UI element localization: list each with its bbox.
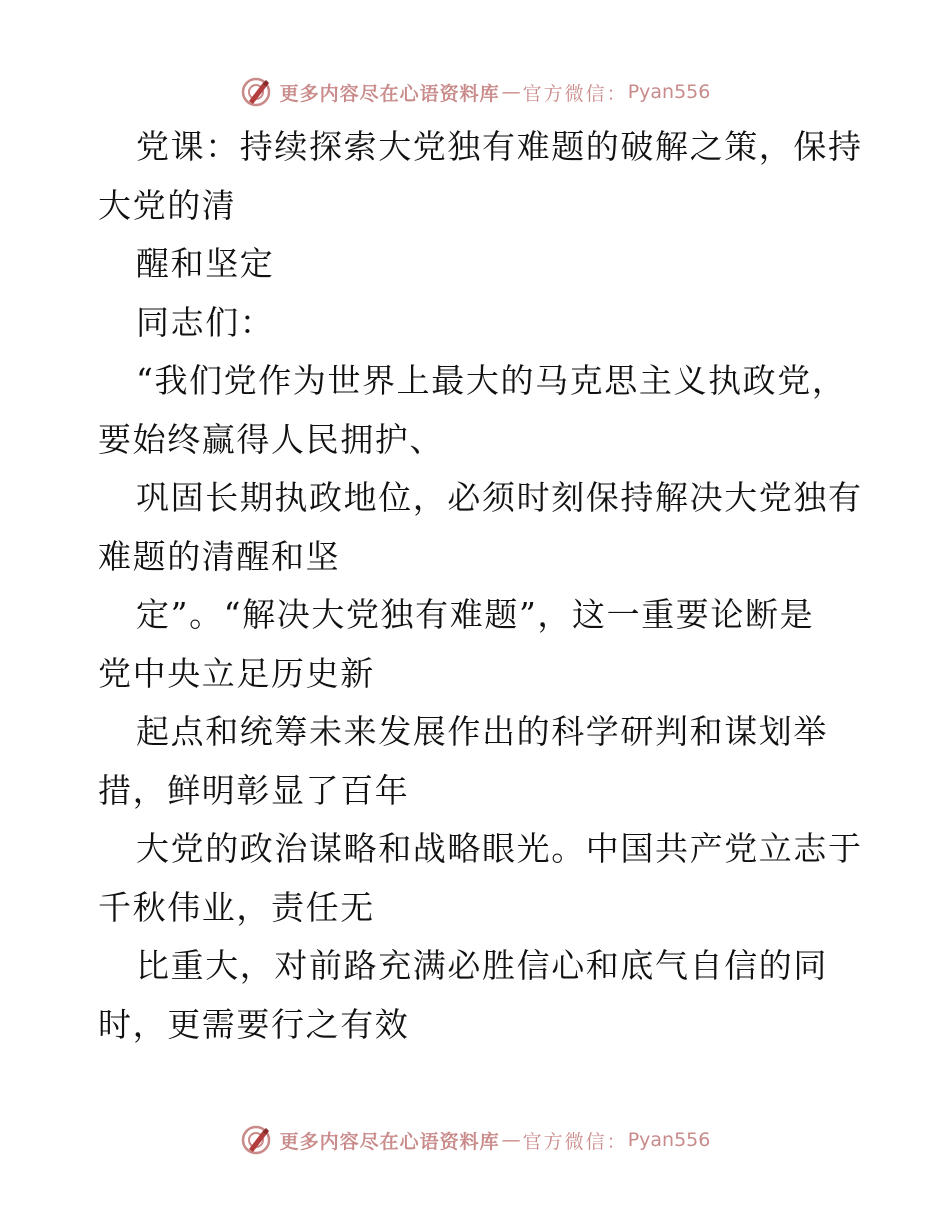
text-line: 措，鲜明彰显了百年 (98, 770, 410, 810)
text-line: 时，更需要行之有效 (98, 1004, 410, 1044)
footer-watermark (0, 1120, 950, 1160)
watermark-wechat-label: 官方微信： (522, 1130, 628, 1153)
text-line: 同志们： (136, 302, 275, 342)
pen-logo-icon (240, 1123, 274, 1157)
header-watermark (0, 72, 950, 112)
text-line: 党课：持续探索大党独有难题的破解之策，保持 (136, 127, 863, 166)
watermark-wechat-id: Pyan556 (627, 1129, 711, 1151)
text-line: 大党的政治谋略和战略眼光。中国共产党立志于 (136, 829, 863, 868)
document-body (98, 118, 863, 1054)
watermark-wechat-label: 官方微信： (522, 82, 628, 105)
text-line: 醒和坚定 (136, 244, 275, 283)
text-line: 要始终赢得人民拥护、 (98, 419, 444, 459)
text-line: 难题的清醒和坚 (98, 536, 341, 576)
text-line: 巩固长期执政地位，必须时刻保持解决大党独有 (136, 478, 863, 517)
watermark-site-name: 更多内容尽在心语资料库 (279, 82, 500, 105)
text-line: 起点和统筹未来发展作出的科学研判和谋划举 (136, 712, 828, 751)
watermark-dash: — (501, 1129, 521, 1151)
watermark-dash: — (501, 81, 521, 103)
text-line: 党中央立足历史新 (98, 653, 375, 693)
text-line: 比重大，对前路充满必胜信心和底气自信的同 (136, 946, 828, 985)
text-line: 定”。“解决大党独有难题”，这一重要论断是 (136, 595, 815, 634)
watermark-wechat-id: Pyan556 (627, 81, 711, 103)
text-line: 大党的清 (98, 185, 237, 225)
text-line: 千秋伟业，责任无 (98, 887, 375, 927)
pen-logo-icon (240, 75, 274, 109)
watermark-site-name: 更多内容尽在心语资料库 (279, 1130, 500, 1153)
text-line: “我们党作为世界上最大的马克思主义执政党， (136, 361, 847, 400)
